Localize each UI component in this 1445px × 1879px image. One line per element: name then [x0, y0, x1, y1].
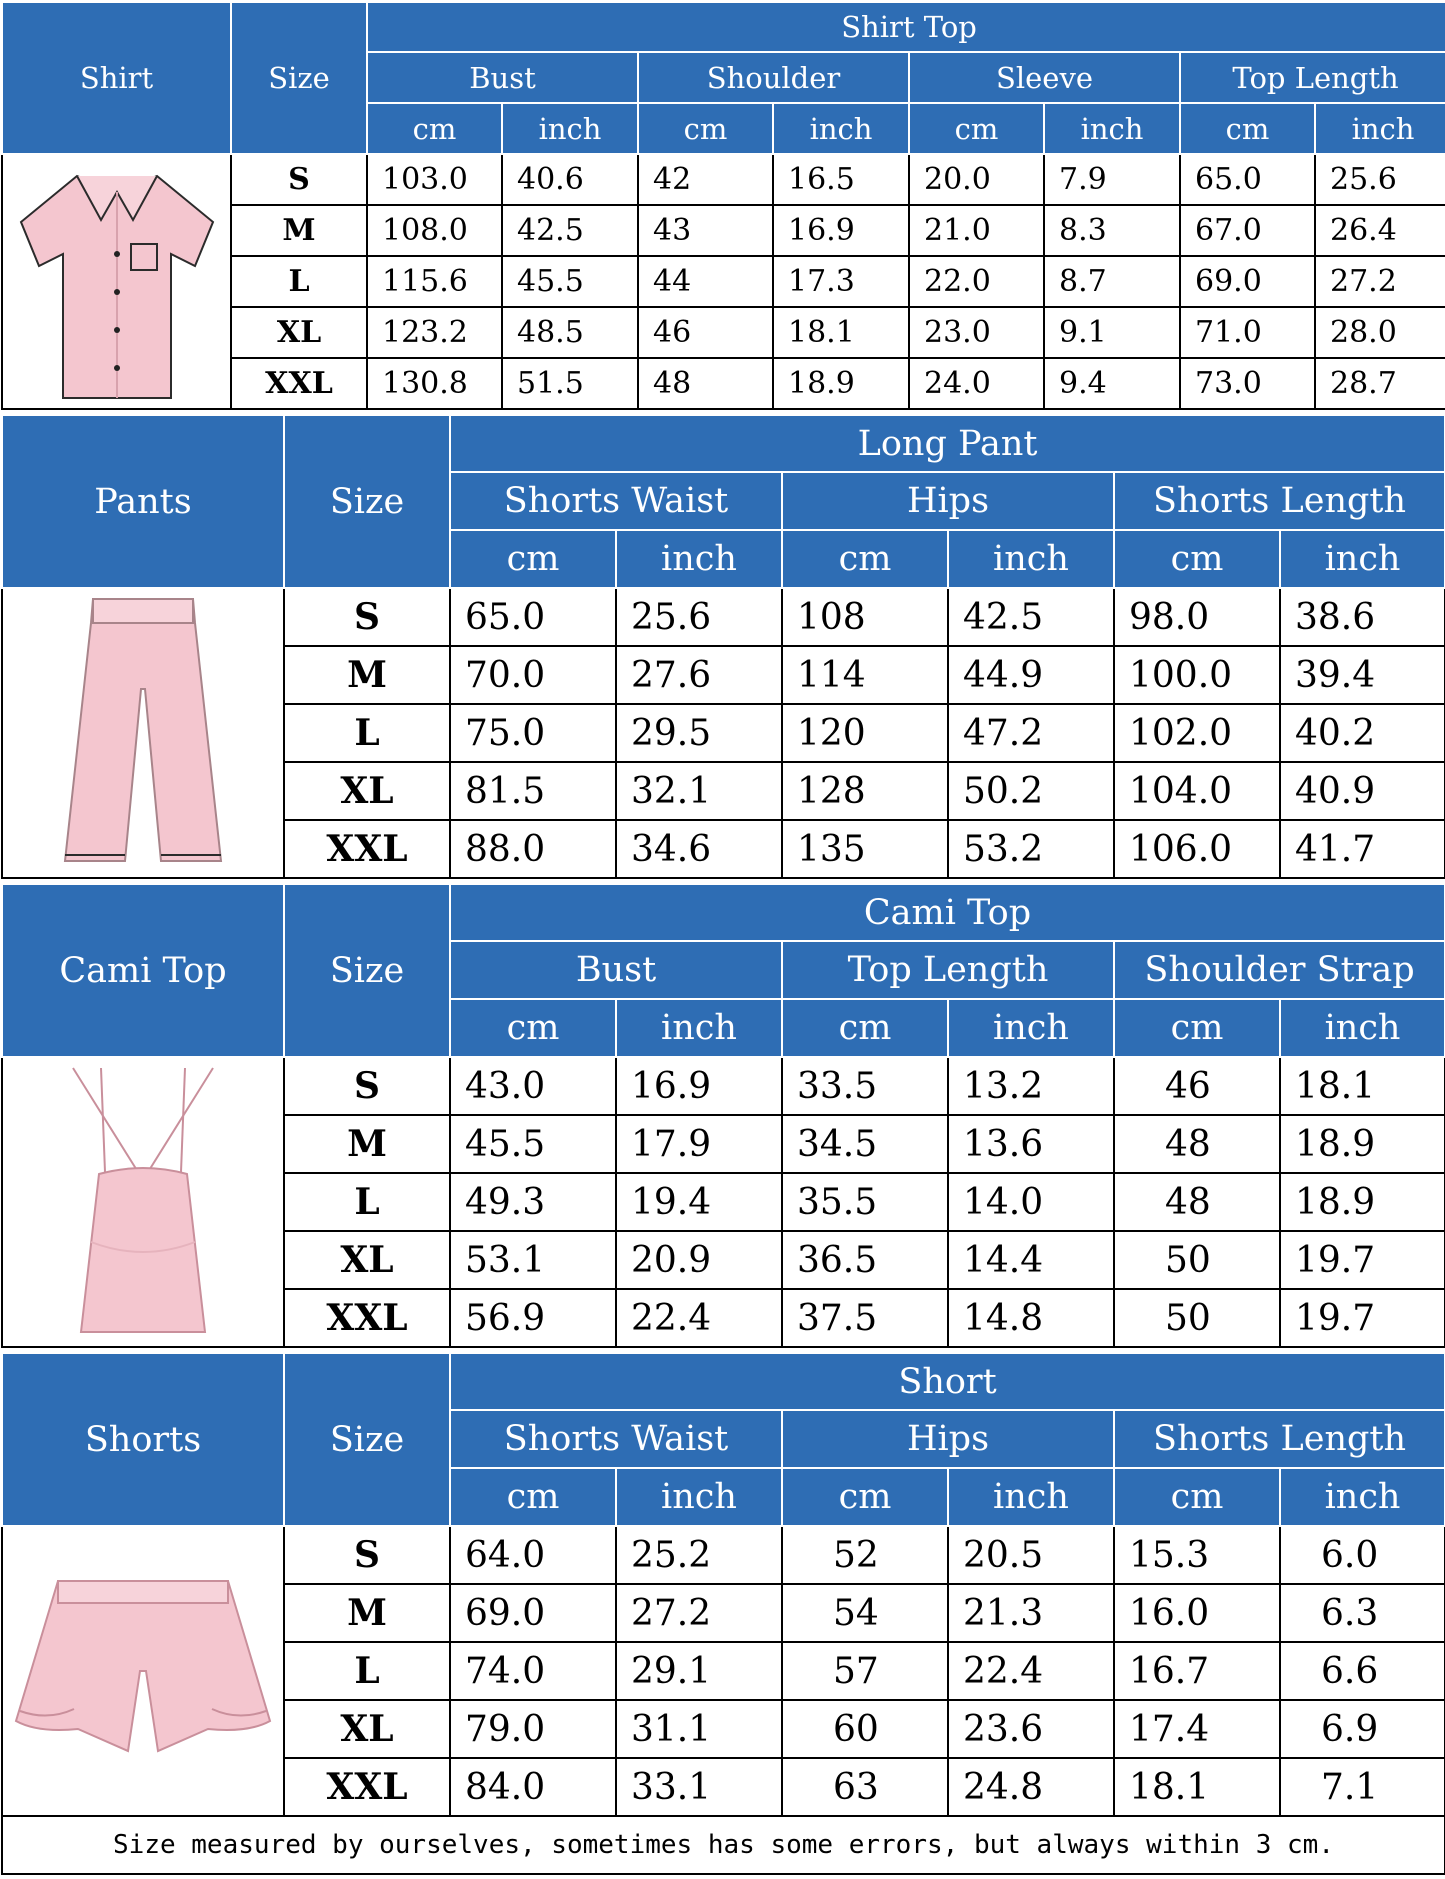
cami-col-bust: Bust — [450, 941, 782, 999]
size-cell: XXL — [284, 1758, 450, 1816]
value-cell: 88.0 — [450, 820, 616, 878]
value-cell: 9.1 — [1044, 307, 1180, 358]
value-cell: 25.6 — [616, 588, 782, 646]
value-cell: 22.4 — [948, 1642, 1114, 1700]
unit-header: cm — [367, 103, 502, 154]
value-cell: 104.0 — [1114, 762, 1280, 820]
shirt-col-top-length: Top Length — [1180, 52, 1445, 103]
shorts-col-hips: Hips — [782, 1410, 1114, 1468]
unit-header: cm — [450, 999, 616, 1057]
shorts-icon — [8, 1561, 278, 1781]
size-cell: XL — [284, 762, 450, 820]
value-cell: 70.0 — [450, 646, 616, 704]
value-cell: 43 — [638, 205, 773, 256]
unit-header: cm — [909, 103, 1044, 154]
value-cell: 24.0 — [909, 358, 1044, 409]
value-cell: 32.1 — [616, 762, 782, 820]
unit-header: inch — [948, 1468, 1114, 1526]
value-cell: 130.8 — [367, 358, 502, 409]
unit-header: cm — [450, 1468, 616, 1526]
value-cell: 100.0 — [1114, 646, 1280, 704]
value-cell: 42 — [638, 154, 773, 205]
unit-header: inch — [616, 530, 782, 588]
value-cell: 50 — [1114, 1231, 1280, 1289]
shirt-image — [2, 154, 231, 409]
value-cell: 20.0 — [909, 154, 1044, 205]
value-cell: 48 — [1114, 1173, 1280, 1231]
unit-header: cm — [1114, 1468, 1280, 1526]
value-cell: 73.0 — [1180, 358, 1315, 409]
value-cell: 74.0 — [450, 1642, 616, 1700]
size-cell: L — [284, 704, 450, 762]
value-cell: 28.7 — [1315, 358, 1445, 409]
value-cell: 14.8 — [948, 1289, 1114, 1347]
value-cell: 28.0 — [1315, 307, 1445, 358]
value-cell: 106.0 — [1114, 820, 1280, 878]
value-cell: 14.0 — [948, 1173, 1114, 1231]
value-cell: 7.1 — [1280, 1758, 1445, 1816]
value-cell: 34.6 — [616, 820, 782, 878]
size-cell: M — [284, 1115, 450, 1173]
cami-image — [2, 1057, 284, 1347]
value-cell: 23.6 — [948, 1700, 1114, 1758]
unit-header: cm — [782, 999, 948, 1057]
value-cell: 17.9 — [616, 1115, 782, 1173]
size-cell: S — [231, 154, 367, 205]
value-cell: 79.0 — [450, 1700, 616, 1758]
value-cell: 16.9 — [773, 205, 909, 256]
table-row — [2, 1057, 1445, 1115]
value-cell: 98.0 — [1114, 588, 1280, 646]
value-cell: 6.0 — [1280, 1526, 1445, 1584]
value-cell: 108 — [782, 588, 948, 646]
value-cell: 44 — [638, 256, 773, 307]
value-cell: 53.1 — [450, 1231, 616, 1289]
value-cell: 42.5 — [502, 205, 638, 256]
value-cell: 18.9 — [1280, 1173, 1445, 1231]
footnote: Size measured by ourselves, sometimes has some errors, but always within 3 cm. — [1, 1817, 1445, 1875]
value-cell: 16.9 — [616, 1057, 782, 1115]
shirt-size-table — [1, 1, 1445, 410]
value-cell: 19.7 — [1280, 1231, 1445, 1289]
value-cell: 34.5 — [782, 1115, 948, 1173]
value-cell: 69.0 — [450, 1584, 616, 1642]
cami-size-table — [1, 883, 1445, 1348]
shorts-garment-header: Shorts — [2, 1353, 284, 1526]
unit-header: inch — [1315, 103, 1445, 154]
shirt-col-shoulder: Shoulder — [638, 52, 909, 103]
value-cell: 16.0 — [1114, 1584, 1280, 1642]
value-cell: 49.3 — [450, 1173, 616, 1231]
value-cell: 84.0 — [450, 1758, 616, 1816]
cami-group-title: Cami Top — [450, 884, 1445, 941]
value-cell: 18.9 — [773, 358, 909, 409]
shorts-col-length: Shorts Length — [1114, 1410, 1445, 1468]
value-cell: 18.1 — [1114, 1758, 1280, 1816]
pants-col-length: Shorts Length — [1114, 472, 1445, 530]
value-cell: 48 — [1114, 1115, 1280, 1173]
value-cell: 6.6 — [1280, 1642, 1445, 1700]
shorts-image — [2, 1526, 284, 1816]
size-cell: XL — [231, 307, 367, 358]
size-cell: XL — [284, 1700, 450, 1758]
pants-col-hips: Hips — [782, 472, 1114, 530]
shirt-garment-header: Shirt — [2, 2, 231, 154]
size-cell: XXL — [284, 1289, 450, 1347]
value-cell: 42.5 — [948, 588, 1114, 646]
value-cell: 114 — [782, 646, 948, 704]
value-cell: 35.5 — [782, 1173, 948, 1231]
value-cell: 13.6 — [948, 1115, 1114, 1173]
value-cell: 120 — [782, 704, 948, 762]
unit-header: cm — [638, 103, 773, 154]
unit-header: cm — [1180, 103, 1315, 154]
table-row — [2, 588, 1445, 646]
pants-garment-header: Pants — [2, 415, 284, 588]
value-cell: 16.7 — [1114, 1642, 1280, 1700]
unit-header: cm — [1114, 530, 1280, 588]
value-cell: 123.2 — [367, 307, 502, 358]
shirt-icon — [17, 162, 217, 402]
value-cell: 21.3 — [948, 1584, 1114, 1642]
value-cell: 22.4 — [616, 1289, 782, 1347]
value-cell: 50 — [1114, 1289, 1280, 1347]
size-chart — [1, 1, 1444, 1875]
value-cell: 63 — [782, 1758, 948, 1816]
shirt-group-title: Shirt Top — [367, 2, 1445, 52]
value-cell: 27.2 — [1315, 256, 1445, 307]
value-cell: 51.5 — [502, 358, 638, 409]
value-cell: 18.9 — [1280, 1115, 1445, 1173]
value-cell: 102.0 — [1114, 704, 1280, 762]
size-cell: M — [231, 205, 367, 256]
value-cell: 8.3 — [1044, 205, 1180, 256]
value-cell: 56.9 — [450, 1289, 616, 1347]
value-cell: 13.2 — [948, 1057, 1114, 1115]
value-cell: 54 — [782, 1584, 948, 1642]
value-cell: 65.0 — [1180, 154, 1315, 205]
table-row — [2, 154, 1445, 205]
value-cell: 21.0 — [909, 205, 1044, 256]
value-cell: 23.0 — [909, 307, 1044, 358]
value-cell: 20.5 — [948, 1526, 1114, 1584]
value-cell: 14.4 — [948, 1231, 1114, 1289]
size-cell: M — [284, 1584, 450, 1642]
value-cell: 45.5 — [450, 1115, 616, 1173]
value-cell: 46 — [1114, 1057, 1280, 1115]
pants-group-title: Long Pant — [450, 415, 1445, 472]
value-cell: 48 — [638, 358, 773, 409]
pants-image — [2, 588, 284, 878]
value-cell: 57 — [782, 1642, 948, 1700]
unit-header: cm — [1114, 999, 1280, 1057]
cami-garment-header: Cami Top — [2, 884, 284, 1057]
unit-header: inch — [1280, 530, 1445, 588]
value-cell: 50.2 — [948, 762, 1114, 820]
value-cell: 39.4 — [1280, 646, 1445, 704]
unit-header: inch — [948, 999, 1114, 1057]
value-cell: 48.5 — [502, 307, 638, 358]
value-cell: 67.0 — [1180, 205, 1315, 256]
value-cell: 33.1 — [616, 1758, 782, 1816]
value-cell: 40.6 — [502, 154, 638, 205]
value-cell: 108.0 — [367, 205, 502, 256]
size-cell: L — [284, 1173, 450, 1231]
value-cell: 29.5 — [616, 704, 782, 762]
value-cell: 75.0 — [450, 704, 616, 762]
size-cell: S — [284, 1526, 450, 1584]
unit-header: cm — [450, 530, 616, 588]
value-cell: 29.1 — [616, 1642, 782, 1700]
size-cell: S — [284, 588, 450, 646]
cami-size-header: Size — [284, 884, 450, 1057]
cami-icon — [43, 1062, 243, 1342]
value-cell: 64.0 — [450, 1526, 616, 1584]
value-cell: 8.7 — [1044, 256, 1180, 307]
table-row — [2, 1526, 1445, 1584]
value-cell: 40.9 — [1280, 762, 1445, 820]
unit-header: inch — [1280, 999, 1445, 1057]
value-cell: 71.0 — [1180, 307, 1315, 358]
unit-header: inch — [1044, 103, 1180, 154]
value-cell: 69.0 — [1180, 256, 1315, 307]
shorts-size-table — [1, 1352, 1445, 1817]
value-cell: 17.3 — [773, 256, 909, 307]
cami-col-top-length: Top Length — [782, 941, 1114, 999]
value-cell: 17.4 — [1114, 1700, 1280, 1758]
value-cell: 37.5 — [782, 1289, 948, 1347]
value-cell: 22.0 — [909, 256, 1044, 307]
value-cell: 25.2 — [616, 1526, 782, 1584]
value-cell: 33.5 — [782, 1057, 948, 1115]
value-cell: 45.5 — [502, 256, 638, 307]
pants-size-header: Size — [284, 415, 450, 588]
unit-header: inch — [1280, 1468, 1445, 1526]
unit-header: inch — [616, 999, 782, 1057]
size-cell: S — [284, 1057, 450, 1115]
value-cell: 60 — [782, 1700, 948, 1758]
shorts-size-header: Size — [284, 1353, 450, 1526]
shirt-col-bust: Bust — [367, 52, 638, 103]
value-cell: 27.2 — [616, 1584, 782, 1642]
pants-col-waist: Shorts Waist — [450, 472, 782, 530]
value-cell: 38.6 — [1280, 588, 1445, 646]
value-cell: 19.4 — [616, 1173, 782, 1231]
cami-col-strap: Shoulder Strap — [1114, 941, 1445, 999]
value-cell: 44.9 — [948, 646, 1114, 704]
value-cell: 6.9 — [1280, 1700, 1445, 1758]
value-cell: 15.3 — [1114, 1526, 1280, 1584]
unit-header: cm — [782, 1468, 948, 1526]
value-cell: 25.6 — [1315, 154, 1445, 205]
unit-header: cm — [782, 530, 948, 588]
unit-header: inch — [502, 103, 638, 154]
value-cell: 65.0 — [450, 588, 616, 646]
value-cell: 36.5 — [782, 1231, 948, 1289]
value-cell: 18.1 — [773, 307, 909, 358]
pants-icon — [53, 593, 233, 873]
value-cell: 27.6 — [616, 646, 782, 704]
value-cell: 47.2 — [948, 704, 1114, 762]
size-cell: M — [284, 646, 450, 704]
size-cell: XL — [284, 1231, 450, 1289]
unit-header: inch — [948, 530, 1114, 588]
value-cell: 52 — [782, 1526, 948, 1584]
unit-header: inch — [773, 103, 909, 154]
value-cell: 40.2 — [1280, 704, 1445, 762]
unit-header: inch — [616, 1468, 782, 1526]
shirt-col-sleeve: Sleeve — [909, 52, 1180, 103]
value-cell: 24.8 — [948, 1758, 1114, 1816]
pants-size-table — [1, 414, 1445, 879]
value-cell: 16.5 — [773, 154, 909, 205]
size-cell: XXL — [231, 358, 367, 409]
value-cell: 7.9 — [1044, 154, 1180, 205]
value-cell: 103.0 — [367, 154, 502, 205]
value-cell: 20.9 — [616, 1231, 782, 1289]
value-cell: 46 — [638, 307, 773, 358]
shorts-group-title: Short — [450, 1353, 1445, 1410]
value-cell: 19.7 — [1280, 1289, 1445, 1347]
shirt-size-header: Size — [231, 2, 367, 154]
value-cell: 43.0 — [450, 1057, 616, 1115]
value-cell: 53.2 — [948, 820, 1114, 878]
value-cell: 31.1 — [616, 1700, 782, 1758]
value-cell: 128 — [782, 762, 948, 820]
shorts-col-waist: Shorts Waist — [450, 1410, 782, 1468]
value-cell: 81.5 — [450, 762, 616, 820]
value-cell: 135 — [782, 820, 948, 878]
value-cell: 41.7 — [1280, 820, 1445, 878]
value-cell: 18.1 — [1280, 1057, 1445, 1115]
value-cell: 115.6 — [367, 256, 502, 307]
size-cell: L — [284, 1642, 450, 1700]
value-cell: 9.4 — [1044, 358, 1180, 409]
value-cell: 6.3 — [1280, 1584, 1445, 1642]
size-cell: L — [231, 256, 367, 307]
value-cell: 26.4 — [1315, 205, 1445, 256]
size-cell: XXL — [284, 820, 450, 878]
